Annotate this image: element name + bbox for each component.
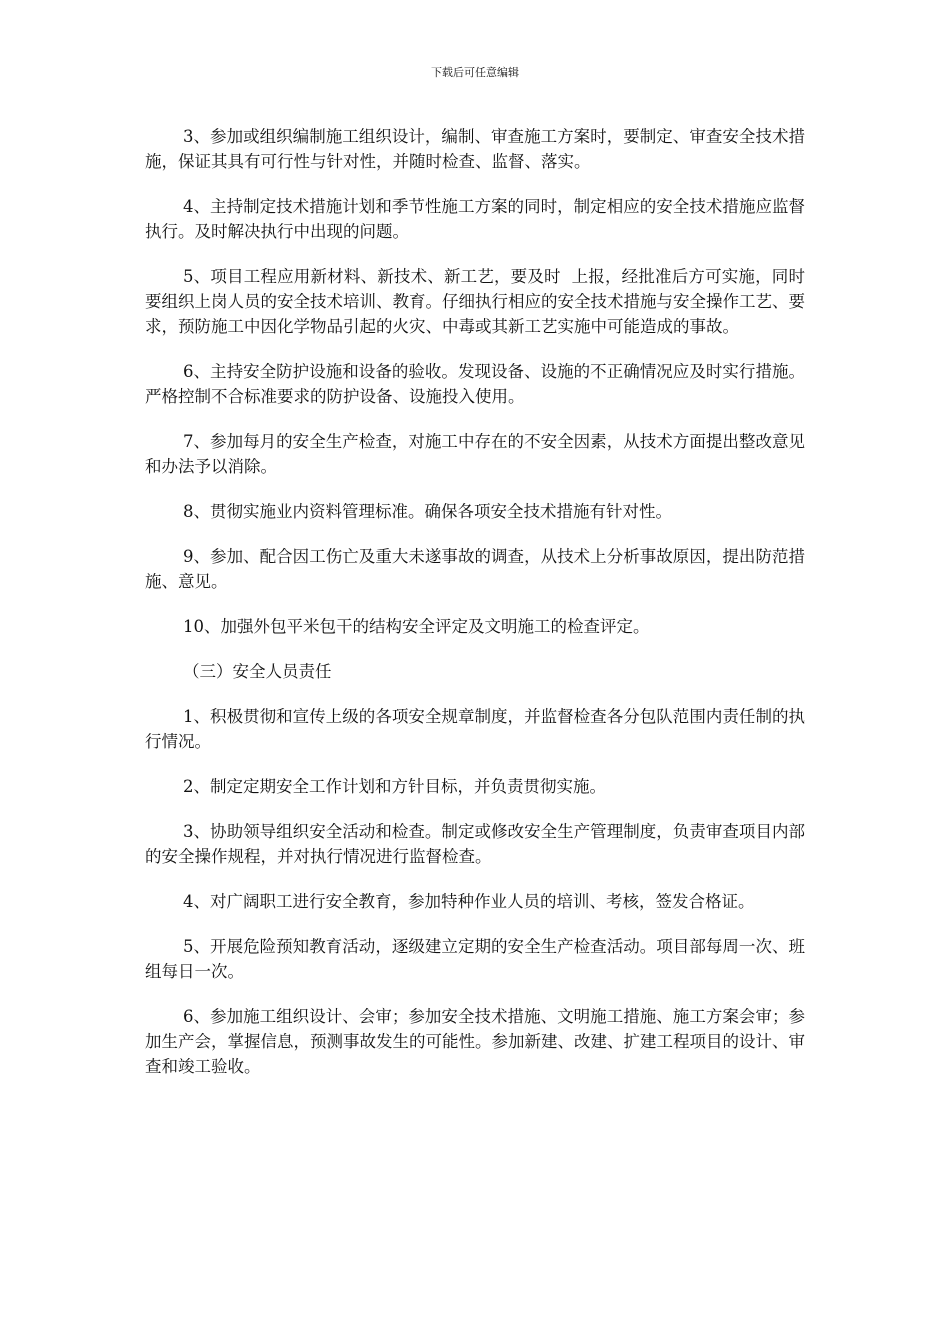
paragraph-item-9: 9、参加、配合因工伤亡及重大未遂事故的调查，从技术上分析事故原因，提出防范措施、意见。 bbox=[145, 547, 805, 591]
paragraph-item-6: 6、主持安全防护设施和设备的验收。发现设备、设施的不正确情况应及时实行措施。严格控制不合标准要求的防护设备、设施投入使用。 bbox=[145, 362, 805, 406]
paragraph-item-3: 3、参加或组织编制施工组织设计，编制、审查施工方案时，要制定、审查安全技术措施，保证其具有可行性与针对性，并随时检查、监督、落实。 bbox=[145, 127, 805, 171]
document-body bbox=[145, 124, 805, 1099]
paragraph-item-5: 5、项目工程应用新材料、新技术、新工艺，要及时 上报，经批准后方可实施，同时要组织上岗人员的安全技术培训、教育。仔细执行相应的安全技术措施与安全操作工艺、要求，预防施工中因化学物品引起的火灾、中毒或其新工艺实施中可能造成的事故。 bbox=[145, 267, 805, 336]
section-heading: （三）安全人员责任 bbox=[183, 662, 332, 681]
page-header-note: 下载后可任意编辑 bbox=[431, 66, 519, 79]
paragraph-item-10: 10、加强外包平米包干的结构安全评定及文明施工的检查评定。 bbox=[183, 617, 650, 636]
paragraph-safety-6: 6、参加施工组织设计、会审；参加安全技术措施、文明施工措施、施工方案会审；参加生产会，掌握信息，预测事故发生的可能性。参加新建、改建、扩建工程项目的设计、审查和竣工验收。 bbox=[145, 1007, 805, 1076]
paragraph-safety-2: 2、制定定期安全工作计划和方针目标，并负责贯彻实施。 bbox=[183, 777, 606, 796]
paragraph-item-8: 8、贯彻实施业内资料管理标准。确保各项安全技术措施有针对性。 bbox=[183, 502, 672, 521]
paragraph-item-4: 4、主持制定技术措施计划和季节性施工方案的同时，制定相应的安全技术措施应监督执行。及时解决执行中出现的问题。 bbox=[145, 197, 805, 241]
paragraph-safety-4: 4、对广阔职工进行安全教育，参加特种作业人员的培训、考核，签发合格证。 bbox=[183, 892, 755, 911]
paragraph-item-7: 7、参加每月的安全生产检查，对施工中存在的不安全因素，从技术方面提出整改意见和办法予以消除。 bbox=[145, 432, 805, 476]
paragraph-safety-3: 3、协助领导组织安全活动和检查。制定或修改安全生产管理制度，负责审查项目内部的安全操作规程，并对执行情况进行监督检查。 bbox=[145, 822, 805, 866]
paragraph-safety-1: 1、积极贯彻和宣传上级的各项安全规章制度，并监督检查各分包队范围内责任制的执行情况。 bbox=[145, 707, 805, 751]
paragraph-safety-5: 5、开展危险预知教育活动，逐级建立定期的安全生产检查活动。项目部每周一次、班组每日一次。 bbox=[145, 937, 805, 981]
